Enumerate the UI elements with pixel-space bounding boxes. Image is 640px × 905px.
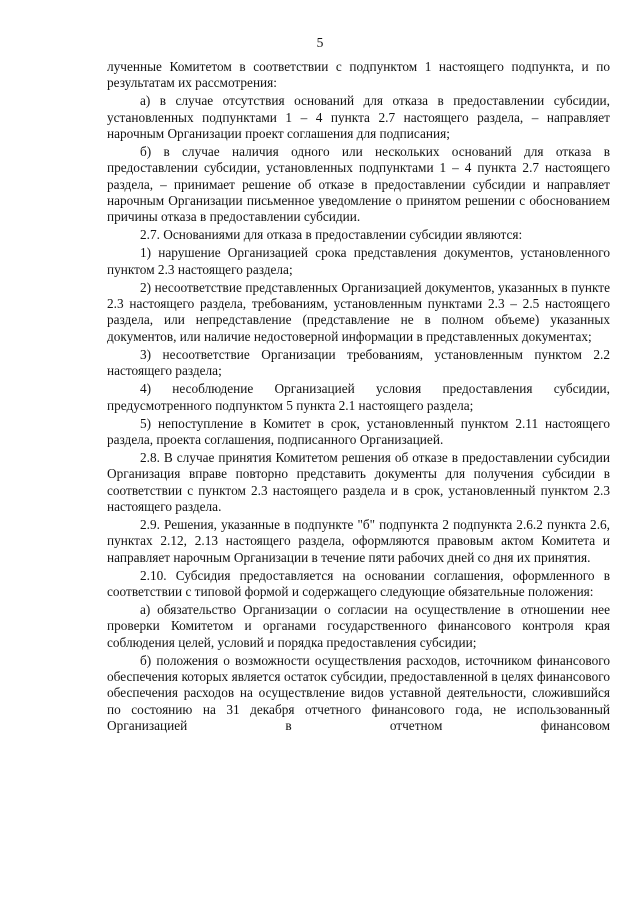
paragraph-2-10: 2.10. Субсидия предоставляется на основании соглашения, оформленного в соответствии с типовой формой и содержащего следующие обязательные положения: xyxy=(107,567,610,599)
paragraph-subitem-b: б) в случае наличия одного или нескольких оснований для отказа в предоставлении субсидии, установленных подпунктами 1 – 4 пункта 2.7 настоящего раздела, – принимает решение об отказе в предоставлении субсидии и направляет нарочным Организации письменное уведомление о принятом решении с обоснованием причины отказа в предоставлении субсидии. xyxy=(107,144,610,225)
paragraph-2-8: 2.8. В случае принятия Комитетом решения об отказе в предоставлении субсидии Организация вправе повторно представить документы для получения субсидии в соответствии с пунктом 2.3 настоящего раздела и в срок, установленный пунктом 2.3 настоящего раздела. xyxy=(107,450,610,514)
paragraph-2-10-subitem-b: б) положения о возможности осуществления расходов, источником финансового обеспечения которых является остаток субсидии, предоставленной в целях финансового обеспечения расходов на осуществление видов уставной деятельности, сложившийся по состоянию на 31 декабря отчетного финансового года, не использованный Организацией в отчетном финансовом xyxy=(107,652,610,733)
paragraph-2-10-subitem-a: а) обязательство Организации о согласии на осуществление в отношении нее проверки Комитетом и органами государственного финансового контроля края соблюдения целей, условий и порядка предоставления субсидии; xyxy=(107,602,610,650)
paragraph-2-7-item-2: 2) несоответствие представленных Организацией документов, указанных в пункте 2.3 настоящего раздела, требованиям, установленным пунктами 2.3 – 2.5 настоящего раздела, или непредставление (представление не в полном объеме) указанных документов, или наличие недостоверной информации в представленных документах; xyxy=(107,279,610,344)
paragraph-subitem-a: а) в случае отсутствия оснований для отказа в предоставлении субсидии, установленных подпунктами 1 – 4 пункта 2.7 настоящего раздела, – направляет нарочным Организации проект соглашения для подписания; xyxy=(107,93,610,141)
page-number: 5 xyxy=(316,35,324,50)
paragraph-2-7: 2.7. Основаниями для отказа в предоставлении субсидии являются: xyxy=(140,227,523,243)
document-body xyxy=(107,59,610,736)
paragraph-2-7-item-1: 1) нарушение Организацией срока представления документов, установленного пунктом 2.3 настоящего раздела; xyxy=(107,245,610,277)
paragraph-2-9: 2.9. Решения, указанные в подпункте "б" подпункта 2 подпункта 2.6.2 пункта 2.6, пунктах 2.12, 2.13 настоящего раздела, оформляются правовым актом Комитета и направляет нарочным Организации в течение пяти рабочих дней со дня их принятия. xyxy=(107,516,610,565)
paragraph-2-7-item-3: 3) несоответствие Организации требованиям, установленным пунктом 2.2 настоящего раздела; xyxy=(107,346,610,379)
paragraph-continuation: лученные Комитетом в соответствии с подпунктом 1 настоящего подпункта, и по результатам их рассмотрения: xyxy=(107,59,610,91)
paragraph-2-7-item-4: 4) несоблюдение Организацией условия предоставления субсидии, предусмотренного подпунктом 5 пункта 2.1 настоящего раздела; xyxy=(107,381,610,413)
paragraph-2-7-item-5: 5) непоступление в Комитет в срок, установленный пунктом 2.11 настоящего раздела, проекта соглашения, подписанного Организацией. xyxy=(107,415,610,447)
